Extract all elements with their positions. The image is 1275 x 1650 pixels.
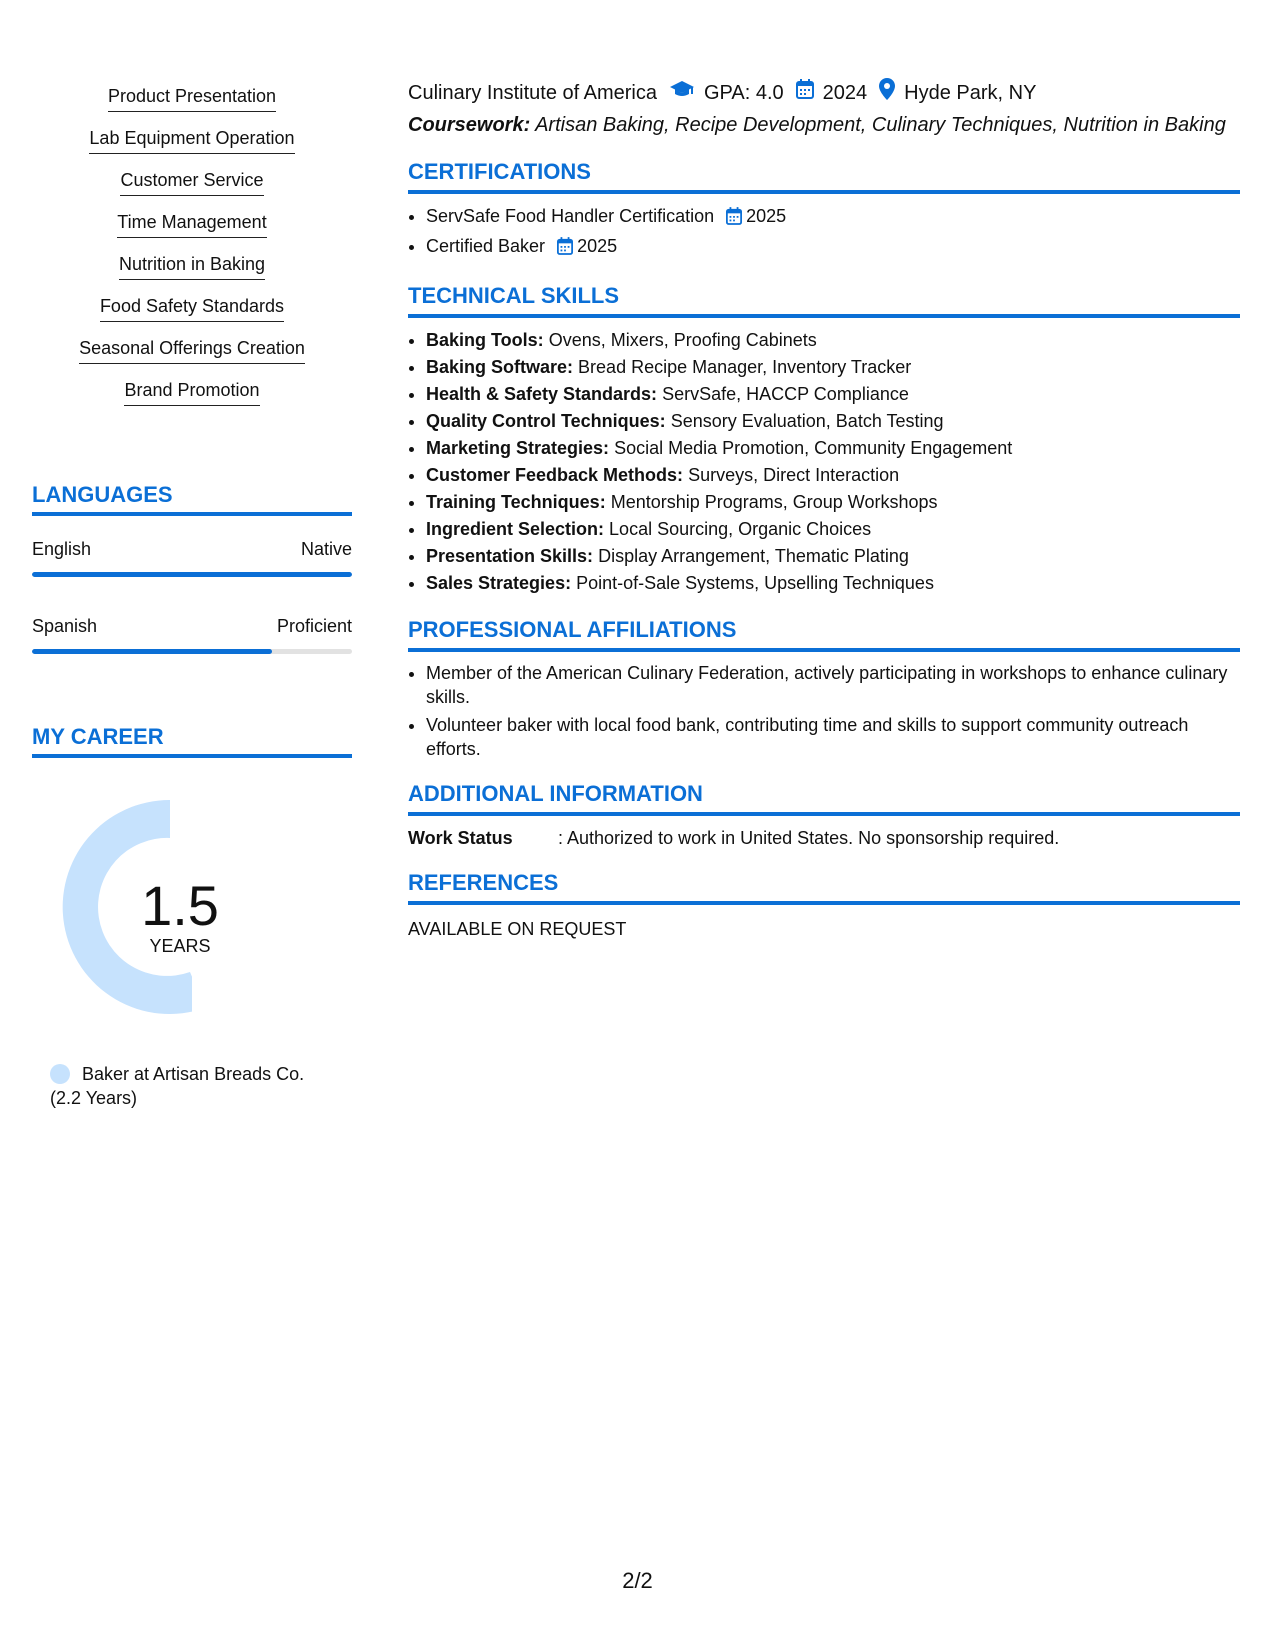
- career-section: [32, 724, 352, 758]
- list-item: [426, 516, 1240, 543]
- language-item: [32, 538, 352, 577]
- list-item: [426, 203, 1240, 233]
- list-item: • Volunteer baker with local food bank, contributing time and skills to support community outreach efforts.: [426, 713, 1240, 761]
- certification-year: 2025: [746, 206, 787, 226]
- certifications-heading: CERTIFICATIONS: [408, 159, 1240, 194]
- language-item: [32, 615, 352, 654]
- skill-label: Marketing Strategies:: [426, 438, 610, 458]
- certification-name: Certified Baker: [426, 236, 546, 256]
- technical-skills-list: [408, 327, 1240, 597]
- skill-value: Ovens, Mixers, Proofing Cabinets: [548, 330, 817, 350]
- legend-duration: (2.2 Years): [50, 1088, 138, 1108]
- skill-value: Sensory Evaluation, Batch Testing: [670, 411, 944, 431]
- skill-value: Local Sourcing, Organic Choices: [609, 519, 872, 539]
- skill-label: Training Techniques:: [426, 492, 606, 512]
- list-item: [426, 381, 1240, 408]
- list-item: [426, 489, 1240, 516]
- skill-label: Customer Feedback Methods:: [426, 465, 684, 485]
- technical-skills-heading: TECHNICAL SKILLS: [408, 283, 1240, 318]
- language-bar: [32, 572, 352, 577]
- career-total-unit: YEARS: [149, 936, 211, 956]
- skill-value: Social Media Promotion, Community Engagement: [614, 438, 1013, 458]
- skill-item: Customer Service: [120, 169, 263, 196]
- skill-value: ServSafe, HACCP Compliance: [662, 384, 909, 404]
- language-name: Spanish: [32, 616, 98, 636]
- legend-dot-icon: [50, 1064, 70, 1084]
- skill-list: [32, 85, 352, 421]
- graduation-cap-icon: [669, 79, 695, 107]
- language-bar-fill: [32, 572, 352, 577]
- career-legend: [50, 1062, 350, 1110]
- skill-label: Presentation Skills:: [426, 546, 594, 566]
- skill-label: Quality Control Techniques:: [426, 411, 666, 431]
- main-column: [408, 78, 1240, 941]
- work-status-label: Work Status: [408, 828, 513, 848]
- certification-name: ServSafe Food Handler Certification: [426, 206, 715, 226]
- skill-label: Health & Safety Standards:: [426, 384, 658, 404]
- list-item: [426, 435, 1240, 462]
- school-name: Culinary Institute of America: [408, 82, 657, 104]
- calendar-icon: [796, 79, 814, 107]
- education-year: 2024: [822, 82, 868, 104]
- coursework-label: Coursework:: [408, 114, 531, 136]
- page-number: 2/2: [622, 1568, 653, 1593]
- list-item: [426, 543, 1240, 570]
- certifications-list: [408, 203, 1240, 263]
- list-item: [426, 233, 1240, 263]
- list-item: [426, 462, 1240, 489]
- skill-item: Food Safety Standards: [100, 295, 284, 322]
- work-status-value: : Authorized to work in United States. No sponsorship required.: [558, 828, 1060, 848]
- languages-section: [32, 482, 352, 654]
- list-item: [426, 408, 1240, 435]
- language-level: Proficient: [276, 616, 352, 636]
- skill-item: Time Management: [117, 211, 266, 238]
- calendar-icon: [557, 236, 573, 263]
- location-pin-icon: [879, 78, 895, 108]
- language-bar-fill: [32, 649, 272, 654]
- skill-item: Product Presentation: [108, 85, 276, 112]
- list-item: • Member of the American Culinary Federation, actively participating in workshops to enhance culinary skills.: [426, 661, 1240, 709]
- calendar-icon: [726, 206, 742, 233]
- references-text: AVAILABLE ON REQUEST: [408, 919, 627, 939]
- skill-value: Display Arrangement, Thematic Plating: [598, 546, 909, 566]
- skill-label: Baking Software:: [426, 357, 574, 377]
- skill-label: Sales Strategies:: [426, 573, 572, 593]
- list-item: [426, 570, 1240, 597]
- sidebar: [32, 85, 352, 421]
- skill-value: Surveys, Direct Interaction: [688, 465, 900, 485]
- skill-value: Bread Recipe Manager, Inventory Tracker: [578, 357, 912, 377]
- affiliations-list: [408, 661, 1240, 761]
- coursework-line: [408, 111, 1240, 139]
- skill-item: Lab Equipment Operation: [89, 127, 294, 154]
- work-status-row: [408, 826, 1240, 850]
- skill-item: Brand Promotion: [124, 379, 259, 406]
- coursework-text: Artisan Baking, Recipe Development, Culinary Techniques, Nutrition in Baking: [535, 114, 1226, 136]
- language-level: Native: [300, 539, 352, 559]
- education-line: [408, 78, 1240, 108]
- references-heading: REFERENCES: [408, 870, 1240, 905]
- additional-info-heading: ADDITIONAL INFORMATION: [408, 781, 1240, 816]
- language-bar: [32, 649, 352, 654]
- languages-heading: LANGUAGES: [32, 482, 352, 516]
- skill-label: Ingredient Selection:: [426, 519, 605, 539]
- education-gpa: GPA: 4.0: [704, 82, 784, 104]
- skill-label: Baking Tools:: [426, 330, 544, 350]
- legend-label: Baker at Artisan Breads Co.: [82, 1064, 305, 1084]
- language-name: English: [32, 539, 92, 559]
- skill-value: Point-of-Sale Systems, Upselling Techniques: [576, 573, 934, 593]
- list-item: [426, 354, 1240, 381]
- education-location: Hyde Park, NY: [904, 82, 1037, 104]
- skill-item: Seasonal Offerings Creation: [79, 337, 305, 364]
- career-total-value: 1.5: [141, 874, 219, 937]
- list-item: [426, 327, 1240, 354]
- skill-item: Nutrition in Baking: [119, 253, 265, 280]
- certification-year: 2025: [577, 236, 618, 256]
- skill-value: Mentorship Programs, Group Workshops: [610, 492, 938, 512]
- affiliations-heading: PROFESSIONAL AFFILIATIONS: [408, 617, 1240, 652]
- career-heading: MY CAREER: [32, 724, 352, 758]
